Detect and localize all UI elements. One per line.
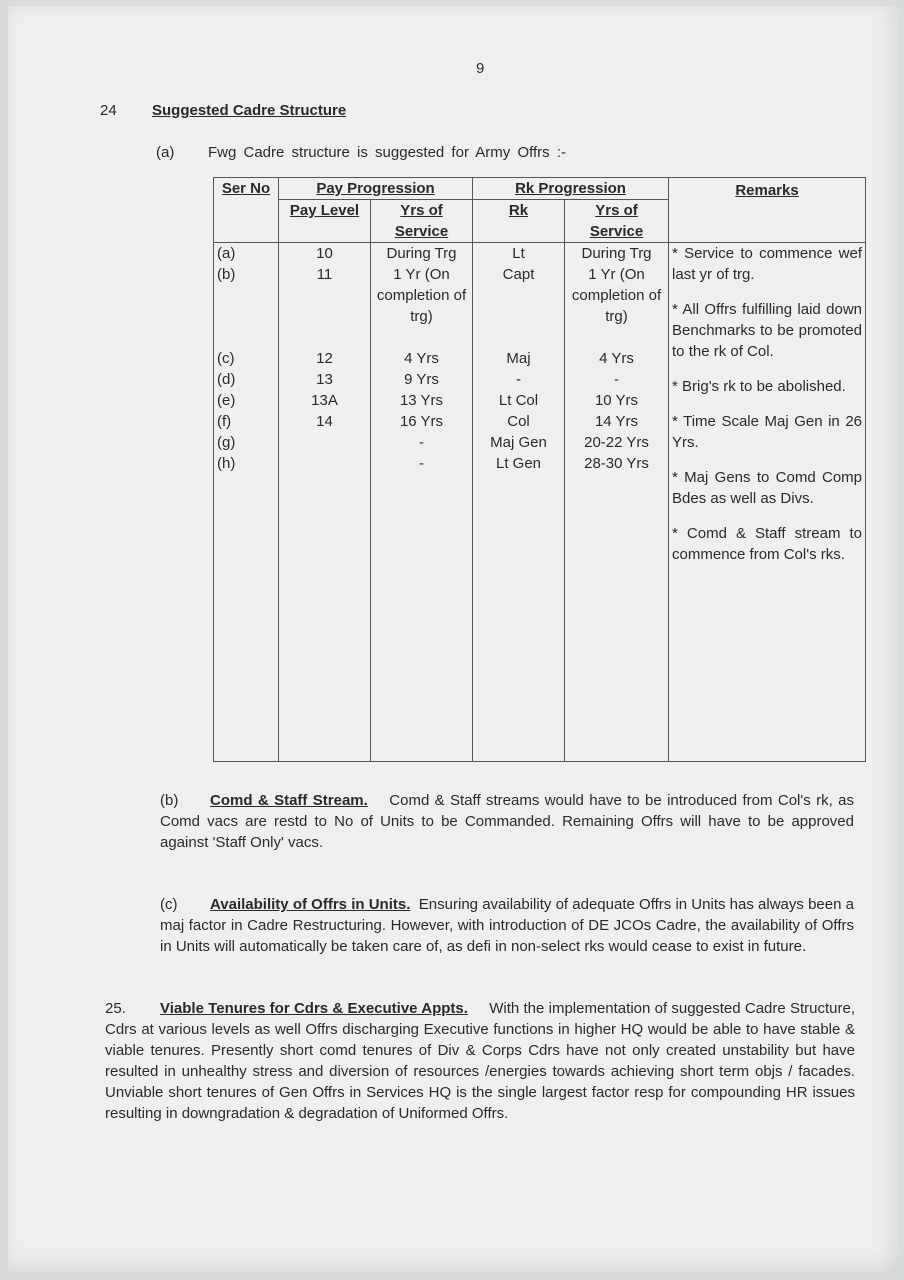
table-cell: - [419,455,424,472]
paragraph-b [160,790,854,853]
section-24-heading [100,102,346,119]
table-cell: 4 Yrs [599,350,634,367]
header-pay-level: Pay Level [279,200,371,243]
paragraph-c [160,894,854,957]
header-remarks: Remarks [669,178,866,243]
table-cell: (a) [217,245,236,262]
table-cell: 14 [316,413,333,430]
page-number: 9 [476,60,485,77]
section-number: 24 [100,102,117,119]
ser-no-column [214,243,279,762]
table-cell: 1 Yr (On completion of trg) [571,266,662,325]
table-cell: 16 Yrs [399,413,444,430]
header-rk-progression: Rk Progression [473,178,669,200]
table-cell: 20-22 Yrs [584,434,649,451]
table-cell: 28-30 Yrs [584,455,649,472]
section-title: Suggested Cadre Structure [152,102,347,119]
table-cell: 10 Yrs [594,392,639,409]
table-cell: 14 Yrs [594,413,639,430]
paragraph-text: Ensuring availability of adequate Offrs in Units has always been a maj factor in Cadre Restructuring. However, with introduction of DE JCOs Cadre, the availability of Offrs in Units will automatically be taken care of, as defi in non-select rks would cease to exist in future. [160,896,854,955]
remark-item: * Brig's rk to be abolished. [672,378,846,395]
table-cell: 13 [316,371,333,388]
remark-item: * Time Scale Maj Gen in 26 Yrs. [672,413,863,451]
table-cell: 13A [311,392,338,409]
table-cell: Maj [506,350,531,367]
table-cell: 13 Yrs [399,392,444,409]
table-cell: 1 Yr (On completion of trg) [376,266,467,325]
document-page [8,6,898,1272]
paragraph-title: Availability of Offrs in Units. [210,896,411,913]
remark-item: * Maj Gens to Comd Comp Bdes as well as Divs. [672,469,863,507]
table-cell [282,432,367,453]
paragraph-title: Viable Tenures for Cdrs & Executive Appts. [160,1000,468,1017]
table-cell: Lt Gen [496,455,542,472]
table-cell: - [516,371,522,388]
pay-yrs-column [371,243,473,762]
table-cell: (b) [217,266,236,283]
header-rk: Rk [473,200,565,243]
table-cell: (e) [217,392,236,409]
rk-yrs-column [565,243,669,762]
cadre-structure-table [213,177,866,762]
remark-item: * Comd & Staff stream to commence from Col's rks. [672,525,863,563]
paragraph-text: Comd & Staff streams would have to be introduced from Col's rk, as Comd vacs are restd to No of Units to be Commanded. Remaining Offrs will have to be approved against 'Staff Only' vacs. [160,792,854,851]
table-cell: Lt [512,245,525,262]
paragraph-label: 25. [105,1000,126,1017]
subsection-label: (a) [156,144,175,161]
table-cell: (h) [217,455,236,472]
header-pay-progression: Pay Progression [279,178,473,200]
table-cell: 4 Yrs [404,350,439,367]
table-cell: - [614,371,620,388]
paragraph-label: (c) [160,896,178,913]
table-cell: - [419,434,424,451]
table-cell: 10 [316,245,333,262]
rk-column [473,243,565,762]
table-cell: Lt Col [498,392,539,409]
table-cell: (d) [217,371,236,388]
remark-item: * Service to commence wef last yr of trg. [672,245,863,283]
table-cell: During Trg [386,245,457,262]
paragraph-text: With the implementation of suggested Cadre Structure, Cdrs at various levels as well Offrs discharging Executive functions in higher HQ would be able to have stable & viable tenures. Presently short comd tenures of Div & Corps Cdrs have not only created unstability but have resulted in unhealthy stress and diversion of resources /energies towards achieving short term objs / facades. Unviable short tenures of Gen Offrs in Services HQ is the single largest factor resp for compounding HR issues resulting in downgradation & degradation of Uniformed Offrs. [105,1000,856,1122]
table-cell: (g) [217,434,236,451]
table-cell: 12 [316,350,333,367]
table-cell: (c) [217,350,235,367]
table-cell: 11 [316,266,333,283]
pay-level-column [279,243,371,762]
table-cell: During Trg [581,245,652,262]
remark-item: * All Offrs fulfilling laid down Benchmarks to be promoted to the rk of Col. [672,301,863,360]
table-cell: Maj Gen [490,434,547,451]
subsection-a [156,144,566,161]
header-rk-yrs-of-service: Yrs of Service [565,200,669,243]
header-pay-yrs-of-service: Yrs of Service [371,200,473,243]
table-cell: Col [507,413,530,430]
table-cell: Capt [502,266,535,283]
paragraph-25 [105,998,855,1124]
subsection-text: Fwg Cadre structure is suggested for Army Offrs :- [208,144,566,161]
paragraph-title: Comd & Staff Stream. [210,792,368,809]
table-cell [282,453,367,474]
table-cell: (f) [217,413,232,430]
header-ser-no: Ser No [214,178,279,243]
table-cell: 9 Yrs [404,371,439,388]
remarks-column [669,243,866,762]
paragraph-label: (b) [160,792,179,809]
